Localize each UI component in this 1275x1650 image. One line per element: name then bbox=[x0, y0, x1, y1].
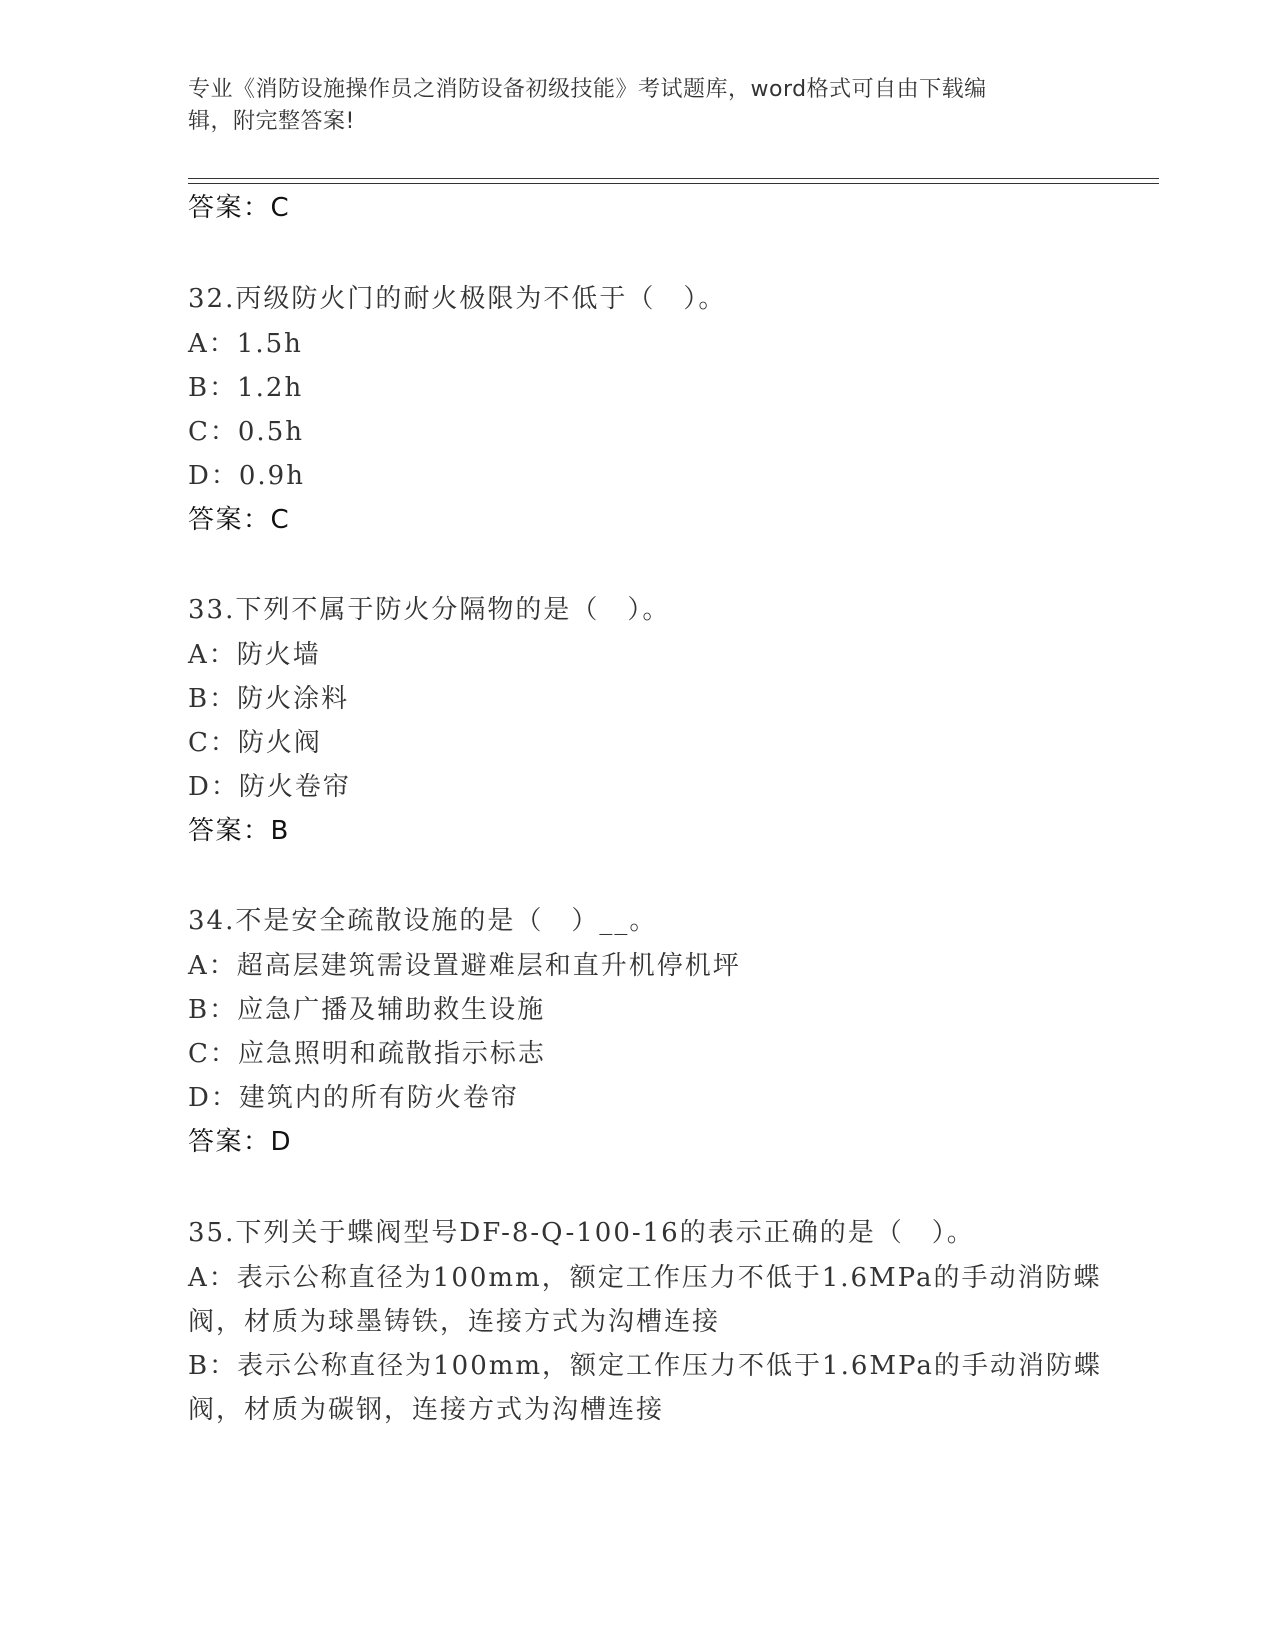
question-35-stem: 35.下列关于蝶阀型号DF-8-Q-100-16的表示正确的是（ ）。 bbox=[188, 1218, 975, 1248]
question-35-option-b-line-2: 阀，材质为碳钢，连接方式为沟槽连接 bbox=[188, 1395, 665, 1425]
question-34-option-d: D：建筑内的所有防火卷帘 bbox=[188, 1083, 519, 1113]
question-32-option-b: B：1.2h bbox=[188, 373, 304, 403]
question-32-option-a: A：1.5h bbox=[188, 329, 303, 359]
question-32-option-d: D：0.9h bbox=[188, 461, 305, 491]
question-32-stem: 32.丙级防火门的耐火极限为不低于（ ）。 bbox=[188, 284, 727, 314]
header-divider-bottom bbox=[188, 183, 1159, 184]
question-33-answer: 答案：B bbox=[188, 816, 290, 846]
question-33-stem: 33.下列不属于防火分隔物的是（ ）。 bbox=[188, 595, 671, 625]
question-34-option-b: B：应急广播及辅助救生设施 bbox=[188, 995, 546, 1025]
question-34-option-c: C：应急照明和疏散指示标志 bbox=[188, 1039, 546, 1069]
question-35-option-a-line-2: 阀，材质为球墨铸铁，连接方式为沟槽连接 bbox=[188, 1307, 721, 1337]
previous-answer: 答案：C bbox=[188, 193, 291, 223]
question-32-option-c: C：0.5h bbox=[188, 417, 304, 447]
question-32-answer: 答案：C bbox=[188, 505, 291, 535]
question-33-option-a: A：防火墙 bbox=[188, 640, 321, 670]
question-35-option-b-line-1: B：表示公称直径为100mm，额定工作压力不低于1.6MPa的手动消防蝶 bbox=[188, 1351, 1102, 1381]
question-33-option-c: C：防火阀 bbox=[188, 728, 322, 758]
question-34-option-a: A：超高层建筑需设置避难层和直升机停机坪 bbox=[188, 951, 741, 981]
document-header-note bbox=[188, 74, 1068, 138]
question-33-option-d: D：防火卷帘 bbox=[188, 772, 351, 802]
question-33-option-b: B：防火涂料 bbox=[188, 684, 350, 714]
header-divider-top bbox=[188, 178, 1159, 179]
question-34-answer: 答案：D bbox=[188, 1127, 293, 1157]
question-35-option-a-line-1: A：表示公称直径为100mm，额定工作压力不低于1.6MPa的手动消防蝶 bbox=[188, 1263, 1102, 1293]
question-34-stem: 34.不是安全疏散设施的是（ ）__。 bbox=[188, 906, 658, 936]
header-line-1: 专业《消防设施操作员之消防设备初级技能》考试题库，word格式可自由下载编 bbox=[188, 77, 987, 102]
header-line-2: 辑，附完整答案! bbox=[188, 109, 355, 134]
